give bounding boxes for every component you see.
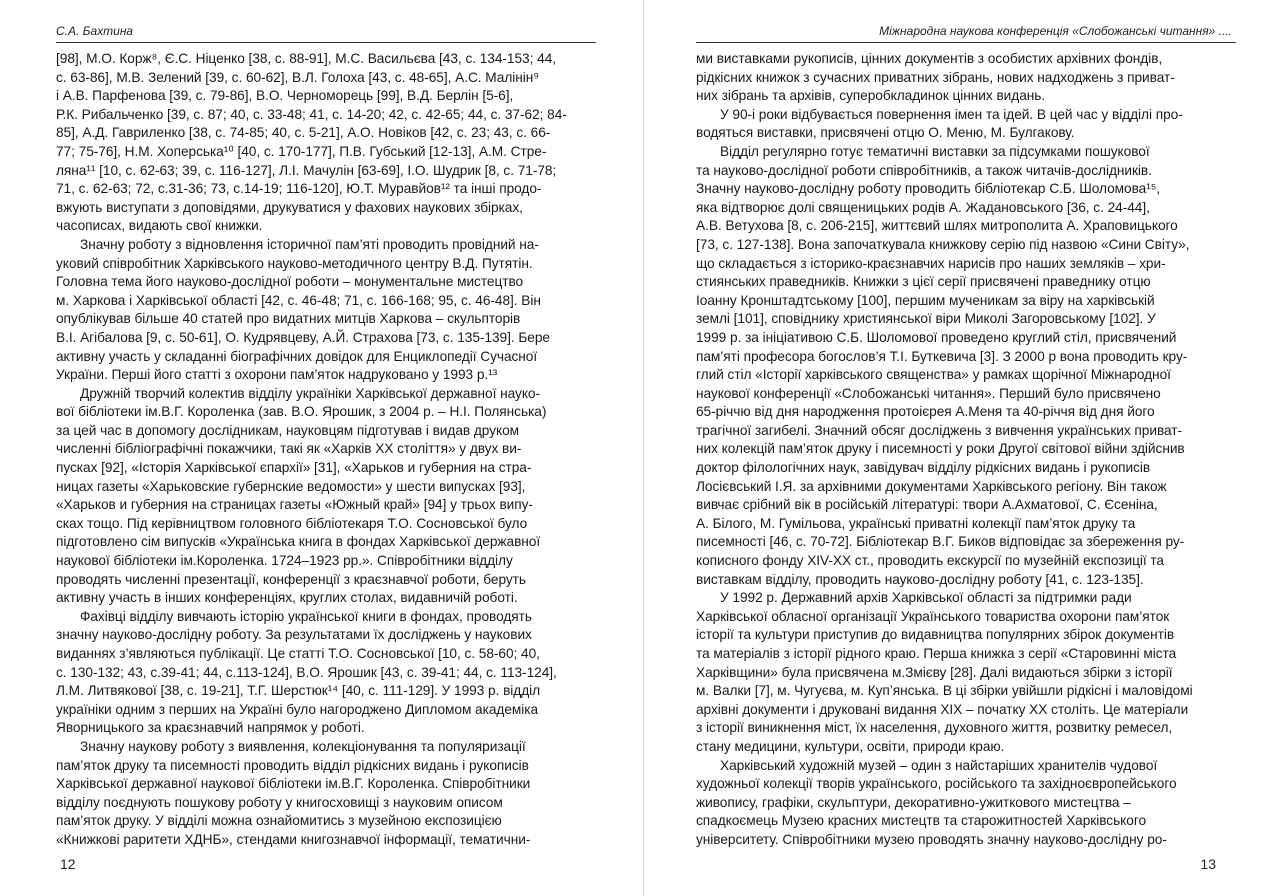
text-line: проводять численні презентації, конференції з краєзнавчої роботи, беруть: [56, 571, 526, 587]
text-line: А. Білого, М. Гумільова, українські приватні колекції пам’яток друку та: [696, 515, 1136, 531]
text-line: активну участь у складанні біографічних довідок для Енциклопедії Сучасної: [56, 348, 538, 364]
running-head-author: С.А. Бахтина: [56, 24, 134, 38]
text-line: вої бібліотеки ім.В.Г. Короленка (зав. В.О. Ярошик, з 2004 р. – Н.І. Полянська): [56, 404, 547, 420]
text-line: кописного фонду XIV-XX ст., проводить екскурсії по музейній експозиції та: [696, 553, 1164, 569]
text-line: ляна¹¹ [10, с. 62-63; 39, с. 116-127], Л.І. Мачулін [63-69], І.О. Шудрик [8, с. 71-78;: [56, 162, 557, 178]
text-line: с. 63-86], М.В. Зелений [39, с. 60-62], В.Л. Голоха [43, с. 48-65], А.С. Малінін⁹: [56, 69, 540, 85]
header-rule: [696, 42, 1236, 43]
text-line: часописах, видають свої книжки.: [56, 218, 263, 234]
text-line: історії та культури приступив до видавництва популярних збірок документів: [696, 627, 1175, 643]
text-line: України. Перші його статті з охорони пам’яток надруковано у 1993 р.¹³: [56, 367, 498, 383]
text-line: пусках [92], «Історія Харківської єпархії» [31], «Харьков и губерния на стра-: [56, 460, 532, 476]
text-line: Харківської державної наукової бібліотеки ім.В.Г. Короленка. Співробітники: [56, 776, 531, 792]
text-line: виставкам відділу, проводить науково-дослідну роботу [41, с. 123-135].: [696, 571, 1144, 587]
text-line: відділу поєднують пошукову роботу у книгосховищі з науковим описом: [56, 794, 503, 810]
paragraph-start-line: Фахівці відділу вивчають історію української книги в фондах, проводять: [80, 608, 532, 624]
paragraph-start-line: У 90-і роки відбувається повернення імен та ідей. В цей час у відділі про-: [720, 106, 1183, 122]
right-page-body: [696, 50, 1235, 850]
text-line: опублікував більше 40 статей про видатних митців Харкова – скульпторів: [56, 311, 521, 327]
text-line: численні бібліографічні покажчики, такі як «Харків XX століття» у двух ви-: [56, 441, 522, 457]
right-page: [644, 0, 1288, 896]
page-number: 12: [60, 856, 76, 872]
text-line: А.В. Ветухова [8, с. 206-215], життєвий шлях митрополита А. Храповицького: [696, 218, 1178, 234]
header-rule: [56, 42, 596, 43]
text-line: Лосієвський І.Я. за архівними документами Харківського регіону. Він також: [696, 478, 1167, 494]
paragraph-start-line: Значну наукову роботу з виявлення, колекціонування та популяризації: [80, 738, 526, 754]
text-line: Харківщини» була присвячена м.Змієву [28]. Далі видаються збірки з історії: [696, 664, 1173, 680]
text-line: [98], М.О. Корж⁸, Є.С. Ніценко [38, с. 88-91], М.С. Васильєва [43, с. 134-153; 44,: [56, 51, 557, 66]
text-line: стиянських праведників. Книжки з цієї серії присвячені праведнику отцю: [696, 274, 1151, 290]
text-line: що складається з історико-краєзнавчих нарисів про наших земляків – хри-: [696, 255, 1166, 271]
text-line: м. Валки [7], м. Чугуєва, м. Куп’янська. В ці збірки увійшли рідкісні і маловідомі: [696, 683, 1193, 699]
text-line: спадкоємець Музею красних мистецтв та старожитностей Харківського: [696, 813, 1147, 829]
text-line: с. 130-132; 43, с.39-41; 44, с.113-124], В.О. Ярошик [43, с. 39-41; 44, с. 113-124],: [56, 664, 557, 680]
text-line: 77; 75-76], Н.М. Хоперська¹⁰ [40, с. 170-177], П.В. Губський [12-13], А.М. Стре-: [56, 143, 547, 159]
text-line: рідкісних книжок з сучасних приватних зібрань, нових надходжень з приват-: [696, 69, 1175, 85]
text-line: яка відтворює долі священицьких родів А. Жадановського [36, с. 24-44],: [696, 199, 1150, 215]
text-line: «Книжкові раритети ХДНБ», стендами книгознавчої інформації, тематични-: [56, 831, 531, 847]
text-line: живопису, графіки, скульптури, декоративно-ужиткового мистецтва –: [696, 794, 1131, 810]
text-line: «Харьков и губерния на страницах газеты «Южный край» [94] у трьох випу-: [56, 497, 533, 513]
text-line: Іоанну Кронштадтському [100], першим мученикам за віру на харківській: [696, 292, 1155, 308]
text-line: В.І. Агібалова [9, с. 50-61], О. Кудрявцеву, А.Й. Страхова [73, с. 135-139]. Бере: [56, 329, 550, 345]
text-line: пам’яті професора богослов’я Т.І. Буткевича [3]. З 2000 р вона проводить кру-: [696, 348, 1188, 364]
text-line: глий стіл «Історії харківського священства» у рамках щорічної Міжнародної: [696, 367, 1171, 383]
text-line: 71, с. 62-63; 72, с.31-36; 73, с.14-19; 116-120], Ю.Т. Муравйов¹² та інші продо-: [56, 181, 542, 197]
text-line: 65-річчю від дня народження протоієрея А.Меня та 40-річчя від дня його: [696, 404, 1155, 420]
text-line: вивчає срібний вік в російській літературі: твори А.Ахматової, С. Єсеніна,: [696, 497, 1158, 513]
text-line: Р.К. Рибальченко [39, с. 87; 40, с. 33-48; 41, с. 14-20; 42, с. 42-65; 44, с. 37-62; 84-: [56, 106, 567, 122]
text-line: Значну науково-дослідну роботу проводить бібліотекар С.Б. Шоломова¹⁵,: [696, 181, 1161, 197]
text-line: україніки одним з перших на Україні було нагороджено Дипломом академіка: [56, 701, 539, 717]
text-line: них колекцій пам’яток друку і писемності у роки Другої світової війни здійснив: [696, 441, 1185, 457]
text-line: художньої колекції творів українського, російського та західноєвропейського: [696, 776, 1177, 792]
text-line: університету. Співробітники музею проводять значну науково-дослідну ро-: [696, 831, 1167, 847]
text-line: пам’яток друку та писемності проводить відділ рідкісних видань і рукописів: [56, 757, 529, 773]
text-line: них зібрань та архівів, суперобкладинок цінних видань.: [696, 88, 1046, 104]
text-line: архівні документи і друковані видання XIX – початку XX століть. Це матеріали: [696, 701, 1189, 717]
text-line: сках тощо. Під керівництвом головного бібліотекаря Т.О. Сосновської було: [56, 515, 528, 531]
paragraph-start-line: Харківський художній музей – один з найстаріших хранителів чудової: [720, 757, 1158, 773]
text-line: з історії виникнення міст, їх населення, духовного життя, розвитку ремесел,: [696, 720, 1173, 736]
text-line: Яворницького за краєзнавчий напрямок у роботі.: [56, 720, 365, 736]
text-line: виданнях з’являються публікації. Це статті Т.О. Сосновської [10, с. 58-60; 40,: [56, 646, 540, 661]
paragraph-start-line: У 1992 р. Державний архів Харківської області за підтримки ради: [720, 590, 1132, 606]
text-line: активну участь в інших конференціях, круглих столах, видавничій роботі.: [56, 590, 518, 606]
text-line: за цей час в допомогу дослідникам, науковцям підготував і видав друком: [56, 422, 520, 438]
left-page-body: [56, 50, 592, 850]
text-line: і А.В. Парфенова [39, с. 79-86], В.О. Черноморець [99], В.Д. Берлін [5-6],: [56, 88, 514, 104]
text-line: та матеріалів з історії рідного краю. Перша книжка з серії «Старовинні міста: [696, 646, 1177, 661]
text-line: ми виставками рукописів, цінних документів з особистих архівних фондів,: [696, 51, 1163, 66]
text-line: ницах газеты «Харьковские губернские ведомости» у шести випусках [93],: [56, 478, 526, 494]
paragraph-start-line: Значну роботу з відновлення історичної пам’яті проводить провідний на-: [80, 236, 539, 252]
text-line: землі [101], сповіднику християнської віри Миколі Загоровському [102]. У: [696, 311, 1156, 327]
text-line: наукової конференції «Слобожанські читання». Перший було присвячено: [696, 385, 1161, 401]
text-line: та науково-дослідної роботи співробітників, а також читачів-дослідників.: [696, 162, 1152, 178]
paragraph-start-line: Дружній творчий колектив відділу україніки Харківської державної науко-: [80, 385, 540, 401]
text-line: значну науково-дослідну роботу. За результатами їх досліджень у наукових: [56, 627, 532, 643]
page-number: 13: [1200, 856, 1216, 872]
paragraph-start-line: Відділ регулярно готує тематичні виставки за підсумками пошукової: [720, 143, 1150, 159]
text-line: підготовлено сім випусків «Українська книга в фондах Харківської державної: [56, 534, 541, 550]
text-line: 85], А.Д. Гавриленко [38, с. 74-85; 40, с. 5-21], А.О. Новіков [42, с. 23; 43, с. 66-: [56, 125, 551, 141]
text-line: наукової бібліотеки ім.Короленка. 1724–1923 рр.». Співробітники відділу: [56, 553, 513, 569]
text-line: [73, с. 127-138]. Вона започаткувала книжкову серію під назвою «Сини Світу»,: [696, 236, 1190, 252]
running-head-conference: Міжнародна наукова конференція «Слобожанські читання» ....: [879, 24, 1232, 38]
text-line: Харківської обласної організації Українського товариства охорони пам’яток: [696, 608, 1170, 624]
text-line: трагічної загибелі. Значний обсяг досліджень з вивчення українських приват-: [696, 422, 1183, 438]
text-line: стану медицини, культури, освіти, природи краю.: [696, 738, 1005, 754]
text-line: уковий співробітник Харківського науково-методичного центру В.Д. Путятін.: [56, 255, 533, 271]
text-line: вжують виступати з доповідями, друкуватися у фахових наукових збірках,: [56, 199, 523, 215]
text-line: писемності [46, с. 70-72]. Бібліотекар В.Г. Биков відповідає за збереження ру-: [696, 534, 1185, 550]
text-line: Головна тема його науково-дослідної роботи – монументальне мистецтво: [56, 274, 524, 290]
text-line: пам’яток друку. У відділі можна ознайомитись з музейною експозицією: [56, 813, 502, 829]
text-line: 1999 р. за ініціативою С.Б. Шоломової проведено круглий стіл, присвячений: [696, 329, 1177, 345]
text-line: Л.М. Литвякової [38, с. 19-21], Т.Г. Шерстюк¹⁴ [40, с. 111-129]. У 1993 р. відділ: [56, 683, 541, 699]
text-line: доктор філологічних наук, завідувач відділу рідкісних видань і рукописів: [696, 460, 1151, 476]
text-line: м. Харкова і Харківської області [42, с. 46-48; 71, с. 166-168; 95, с. 46-48]. Він: [56, 292, 541, 308]
text-line: водяться виставки, присвячені отцю О. Меню, М. Булгакову.: [696, 125, 1075, 141]
